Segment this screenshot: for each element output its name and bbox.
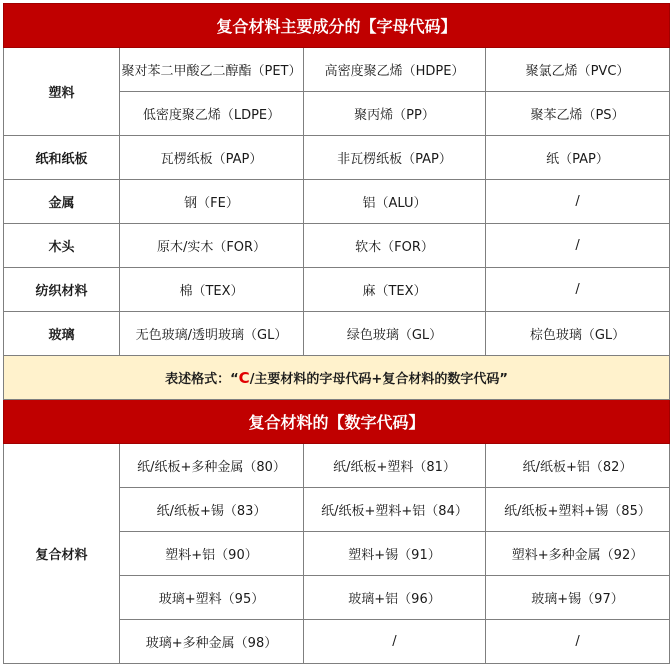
- format-note: [4, 356, 670, 400]
- table-cell: 聚丙烯（PP）: [304, 92, 486, 136]
- table-cell: /: [486, 268, 670, 312]
- table-cell: 原木/实木（FOR）: [120, 224, 304, 268]
- table-row: [4, 444, 670, 488]
- table-cell: 铝（ALU）: [304, 180, 486, 224]
- table-cell: 聚苯乙烯（PS）: [486, 92, 670, 136]
- category-composite: 复合材料: [4, 444, 120, 664]
- table-cell: 高密度聚乙烯（HDPE）: [304, 48, 486, 92]
- table-cell: 瓦楞纸板（PAP）: [120, 136, 304, 180]
- table-cell: 塑料+锡（91）: [304, 532, 486, 576]
- table-cell: 低密度聚乙烯（LDPE）: [120, 92, 304, 136]
- table-cell: 纸/纸板+塑料+锡（85）: [486, 488, 670, 532]
- table-cell: 玻璃+塑料（95）: [120, 576, 304, 620]
- table-cell: 软木（FOR）: [304, 224, 486, 268]
- section2-title: 复合材料的【数字代码】: [4, 400, 670, 444]
- section2-header-row: [4, 400, 670, 444]
- section1-title: 复合材料主要成分的【字母代码】: [4, 4, 670, 48]
- category-wood: 木头: [4, 224, 120, 268]
- table-cell: 纸（PAP）: [486, 136, 670, 180]
- table-cell: /: [486, 224, 670, 268]
- table-row: [4, 48, 670, 92]
- table-cell: 塑料+多种金属（92）: [486, 532, 670, 576]
- table-row: [4, 136, 670, 180]
- table-cell: /: [486, 180, 670, 224]
- table-cell: 玻璃+多种金属（98）: [120, 620, 304, 664]
- category-paper: 纸和纸板: [4, 136, 120, 180]
- table-cell: 聚氯乙烯（PVC）: [486, 48, 670, 92]
- table-cell: 聚对苯二甲酸乙二醇酯（PET）: [120, 48, 304, 92]
- table-cell: 纸/纸板+多种金属（80）: [120, 444, 304, 488]
- table-cell: 非瓦楞纸板（PAP）: [304, 136, 486, 180]
- table-cell: 钢（FE）: [120, 180, 304, 224]
- table-row: [4, 268, 670, 312]
- format-note-prefix: 表述格式：“: [165, 372, 239, 387]
- table-cell: 塑料+铝（90）: [120, 532, 304, 576]
- section1-header-row: [4, 4, 670, 48]
- table-cell: 无色玻璃/透明玻璃（GL）: [120, 312, 304, 356]
- material-code-table: [3, 3, 670, 664]
- format-note-rest: /主要材料的字母代码+复合材料的数字代码”: [249, 372, 508, 387]
- table-cell: 玻璃+锡（97）: [486, 576, 670, 620]
- material-code-sheet: [3, 3, 669, 664]
- format-note-row: [4, 356, 670, 400]
- category-plastic: 塑料: [4, 48, 120, 136]
- format-note-highlight: C: [238, 369, 250, 387]
- table-cell: 纸/纸板+铝（82）: [486, 444, 670, 488]
- table-cell: 棕色玻璃（GL）: [486, 312, 670, 356]
- category-metal: 金属: [4, 180, 120, 224]
- category-glass: 玻璃: [4, 312, 120, 356]
- table-cell: 纸/纸板+塑料+铝（84）: [304, 488, 486, 532]
- table-cell: 纸/纸板+塑料（81）: [304, 444, 486, 488]
- table-cell: 绿色玻璃（GL）: [304, 312, 486, 356]
- table-cell: 麻（TEX）: [304, 268, 486, 312]
- table-cell: 纸/纸板+锡（83）: [120, 488, 304, 532]
- table-row: [4, 180, 670, 224]
- table-cell: /: [304, 620, 486, 664]
- category-textile: 纺织材料: [4, 268, 120, 312]
- table-row: [4, 312, 670, 356]
- table-cell: /: [486, 620, 670, 664]
- table-row: [4, 224, 670, 268]
- table-cell: 棉（TEX）: [120, 268, 304, 312]
- table-cell: 玻璃+铝（96）: [304, 576, 486, 620]
